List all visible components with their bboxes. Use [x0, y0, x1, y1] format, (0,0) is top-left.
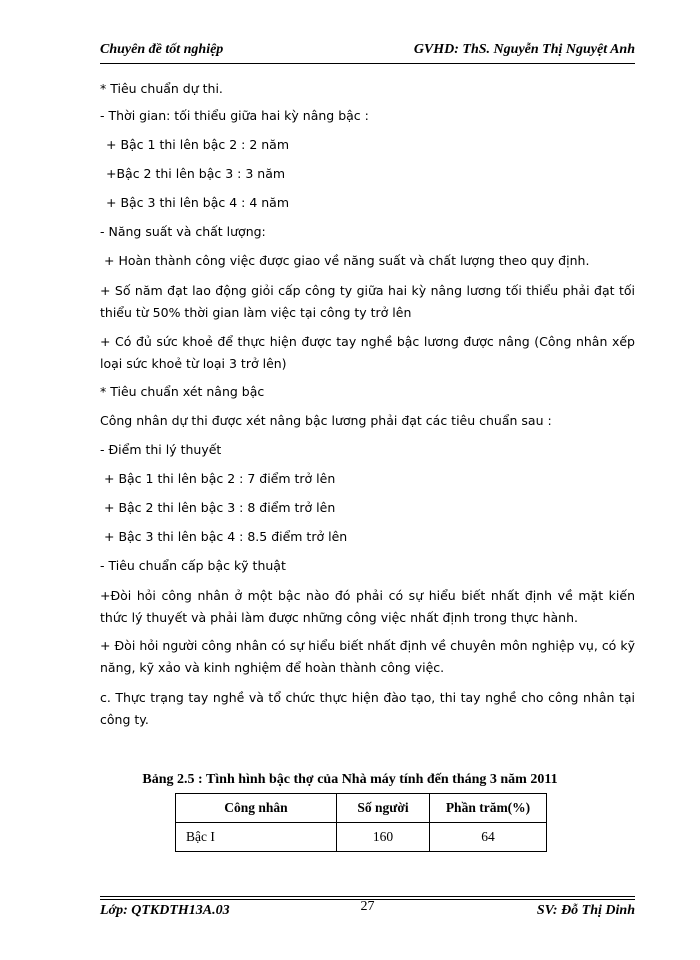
excellent-worker-paragraph: + Số năm đạt lao động giỏi cấp công ty giữa hai kỳ nâng lương tối thiểu phải đạt tối thiểu từ 50% thời gian làm việc tại công ty trở lên — [100, 283, 635, 320]
cell-percent: 64 — [430, 823, 547, 852]
page-header — [100, 40, 635, 62]
footer-student: SV: Đỗ Thị Dinh — [536, 903, 635, 918]
time-requirement: - Thời gian: tối thiểu giữa hai kỳ nâng bậc : — [100, 108, 369, 123]
col-header-percent: Phần trăm(%) — [430, 794, 547, 823]
evaluation-intro: Công nhân dự thi được xét nâng bậc lương phải đạt các tiêu chuẩn sau : — [100, 413, 552, 428]
score-level-3-to-4: + Bậc 3 thi lên bậc 4 : 8.5 điểm trở lên — [104, 529, 348, 544]
page-footer — [100, 899, 635, 925]
level-2-to-3: +Bậc 2 thi lên bậc 3 : 3 năm — [106, 166, 286, 181]
col-header-worker: Công nhân — [176, 794, 337, 823]
header-divider — [100, 63, 635, 64]
cell-count: 160 — [337, 823, 430, 852]
level-1-to-2: + Bậc 1 thi lên bậc 2 : 2 năm — [106, 137, 290, 152]
theory-score-heading: - Điểm thi lý thuyết — [100, 442, 222, 457]
footer-class: Lớp: QTKDTH13A.03 — [100, 903, 230, 918]
footer-divider-top — [100, 896, 635, 897]
score-level-1-to-2: + Bậc 1 thi lên bậc 2 : 7 điểm trở lên — [104, 471, 336, 486]
header-advisor: GVHD: ThS. Nguyễn Thị Nguyệt Anh — [413, 42, 635, 57]
col-header-count: Số người — [337, 794, 430, 823]
evaluation-heading: * Tiêu chuẩn xét nâng bậc — [100, 384, 265, 399]
productivity-quality: - Năng suất và chất lượng: — [100, 224, 266, 239]
page-number: 27 — [360, 899, 375, 914]
table-row — [176, 823, 547, 852]
worker-level-table — [175, 793, 547, 852]
complete-work-item: + Hoàn thành công việc được giao về năng suất và chất lượng theo quy định. — [104, 253, 590, 268]
level-3-to-4: + Bậc 3 thi lên bậc 4 : 4 năm — [106, 195, 290, 210]
health-paragraph: + Có đủ sức khoẻ để thực hiện được tay nghề bậc lương được nâng (Công nhân xếp loại sức khoẻ từ loại 3 trở lên) — [100, 334, 635, 371]
score-level-2-to-3: + Bậc 2 thi lên bậc 3 : 8 điểm trở lên — [104, 500, 336, 515]
technical-standard-heading: - Tiêu chuẩn cấp bậc kỹ thuật — [100, 558, 286, 573]
table-header-row — [176, 794, 547, 823]
cell-level: Bậc I — [176, 823, 337, 852]
training-status-paragraph: c. Thực trạng tay nghề và tổ chức thực hiện đào tạo, thi tay nghề cho công nhân tại công ty. — [100, 690, 635, 727]
theory-knowledge-paragraph: +Đòi hỏi công nhân ở một bậc nào đó phải có sự hiểu biết nhất định về mặt kiến thức lý thuyết và phải làm được những công việc nhất định trong thực hành. — [100, 588, 635, 625]
professional-knowledge-paragraph: + Đòi hỏi người công nhân có sự hiểu biết nhất định về chuyên môn nghiệp vụ, có kỹ năng, kỹ xảo và kinh nghiệm để hoàn thành công việc. — [100, 638, 635, 675]
header-course-title: Chuyên đề tốt nghiệp — [100, 42, 224, 57]
criteria-heading: * Tiêu chuẩn dự thi. — [100, 81, 223, 96]
table-caption: Bảng 2.5 : Tình hình bậc thợ của Nhà máy tính đến tháng 3 năm 2011 — [142, 772, 558, 787]
